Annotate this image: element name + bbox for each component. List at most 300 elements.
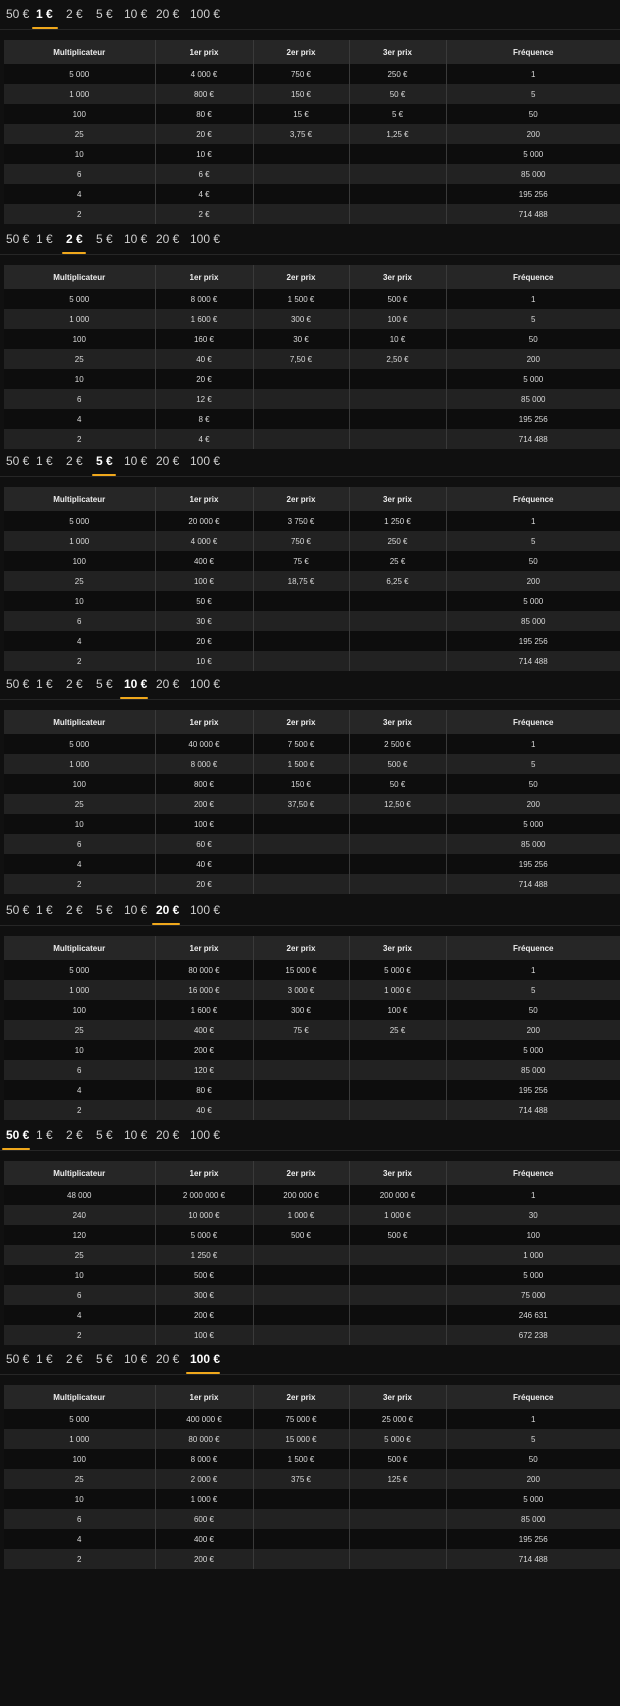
- cell-2er-prix: [253, 1285, 349, 1305]
- tab-label: 1 €: [36, 903, 53, 917]
- tab-10-eur[interactable]: [124, 225, 147, 254]
- cell-3er-prix: [349, 204, 446, 224]
- cell-2er-prix: [253, 1100, 349, 1120]
- tab-50-eur[interactable]: [6, 447, 29, 476]
- tab-20-eur[interactable]: [156, 670, 179, 699]
- cell-1er-prix: 800 €: [155, 774, 253, 794]
- prize-section: [0, 670, 620, 889]
- tab-2-eur[interactable]: [66, 896, 83, 925]
- table-row: [4, 1429, 620, 1449]
- table-row: [4, 1409, 620, 1429]
- cell-frequence: 50: [446, 104, 620, 124]
- table-row: [4, 329, 620, 349]
- cell-2er-prix: [253, 164, 349, 184]
- cell-multiplicateur: 10: [4, 1489, 155, 1509]
- cell-multiplicateur: 5 000: [4, 734, 155, 754]
- cell-1er-prix: 20 €: [155, 631, 253, 651]
- column-header-frequence: Fréquence: [446, 265, 620, 289]
- cell-frequence: 1: [446, 960, 620, 980]
- cell-2er-prix: 1 000 €: [253, 1205, 349, 1225]
- cell-multiplicateur: 6: [4, 834, 155, 854]
- cell-frequence: 5 000: [446, 591, 620, 611]
- tab-100-eur[interactable]: [190, 896, 220, 925]
- cell-multiplicateur: 4: [4, 854, 155, 874]
- cell-2er-prix: 300 €: [253, 309, 349, 329]
- cell-multiplicateur: 2: [4, 651, 155, 671]
- tab-label: 20 €: [156, 232, 180, 246]
- cell-frequence: 5: [446, 1429, 620, 1449]
- cell-3er-prix: 1,25 €: [349, 124, 446, 144]
- cell-2er-prix: 750 €: [253, 64, 349, 84]
- tab-2-eur[interactable]: [66, 670, 83, 699]
- cell-2er-prix: [253, 631, 349, 651]
- table-row: [4, 1245, 620, 1265]
- tab-100-eur[interactable]: [190, 670, 220, 699]
- cell-multiplicateur: 10: [4, 144, 155, 164]
- tab-label: 2 €: [66, 1128, 83, 1142]
- cell-multiplicateur: 5 000: [4, 289, 155, 309]
- tab-50-eur[interactable]: [6, 0, 29, 29]
- tab-50-eur[interactable]: [6, 1345, 29, 1374]
- tab-20-eur[interactable]: [156, 896, 179, 925]
- cell-2er-prix: 1 500 €: [253, 1449, 349, 1469]
- cell-2er-prix: 200 000 €: [253, 1185, 349, 1205]
- table-row: [4, 1040, 620, 1060]
- stake-tabs: [0, 225, 620, 254]
- tab-label: 1 €: [36, 454, 53, 468]
- cell-1er-prix: 1 250 €: [155, 1245, 253, 1265]
- cell-1er-prix: 2 €: [155, 204, 253, 224]
- cell-2er-prix: 150 €: [253, 84, 349, 104]
- table-row: [4, 874, 620, 894]
- cell-multiplicateur: 2: [4, 1100, 155, 1120]
- tab-50-eur[interactable]: [6, 896, 29, 925]
- tab-1-eur[interactable]: [36, 225, 53, 254]
- table-row: [4, 1265, 620, 1285]
- column-header-2er-prix: 2er prix: [253, 487, 349, 511]
- cell-frequence: 195 256: [446, 409, 620, 429]
- cell-frequence: 1: [446, 1185, 620, 1205]
- cell-1er-prix: 30 €: [155, 611, 253, 631]
- cell-2er-prix: [253, 184, 349, 204]
- cell-2er-prix: [253, 144, 349, 164]
- table-row: [4, 1489, 620, 1509]
- cell-frequence: 30: [446, 1205, 620, 1225]
- tab-10-eur[interactable]: [124, 0, 147, 29]
- cell-3er-prix: 500 €: [349, 1449, 446, 1469]
- tab-20-eur[interactable]: [156, 1345, 179, 1374]
- tab-10-eur[interactable]: [124, 447, 147, 476]
- cell-3er-prix: [349, 834, 446, 854]
- table-row: [4, 64, 620, 84]
- table-row: [4, 1325, 620, 1345]
- column-header-3er-prix: 3er prix: [349, 1161, 446, 1185]
- cell-3er-prix: [349, 1549, 446, 1569]
- cell-multiplicateur: 6: [4, 1509, 155, 1529]
- cell-3er-prix: [349, 1325, 446, 1345]
- cell-frequence: 50: [446, 1449, 620, 1469]
- table-row: [4, 834, 620, 854]
- cell-1er-prix: 200 €: [155, 794, 253, 814]
- cell-frequence: 714 488: [446, 651, 620, 671]
- tab-label: 20 €: [156, 454, 180, 468]
- column-header-1er-prix: 1er prix: [155, 1161, 253, 1185]
- tab-1-eur[interactable]: [36, 447, 53, 476]
- table-row: [4, 164, 620, 184]
- tab-10-eur[interactable]: [124, 670, 147, 699]
- table-row: [4, 854, 620, 874]
- cell-frequence: 246 631: [446, 1305, 620, 1325]
- cell-3er-prix: 5 000 €: [349, 1429, 446, 1449]
- cell-3er-prix: 1 000 €: [349, 980, 446, 1000]
- column-header-frequence: Fréquence: [446, 487, 620, 511]
- cell-2er-prix: [253, 1549, 349, 1569]
- column-header-2er-prix: 2er prix: [253, 1385, 349, 1409]
- cell-1er-prix: 40 000 €: [155, 734, 253, 754]
- table-row: [4, 144, 620, 164]
- tab-1-eur[interactable]: [36, 1121, 53, 1150]
- tab-2-eur[interactable]: [66, 0, 83, 29]
- cell-frequence: 200: [446, 794, 620, 814]
- cell-frequence: 5 000: [446, 369, 620, 389]
- table-row: [4, 1205, 620, 1225]
- tab-label: 2 €: [66, 903, 83, 917]
- tab-50-eur[interactable]: [6, 225, 29, 254]
- column-header-1er-prix: 1er prix: [155, 487, 253, 511]
- tab-5-eur[interactable]: [96, 1345, 113, 1374]
- table-row: [4, 124, 620, 144]
- cell-frequence: 195 256: [446, 184, 620, 204]
- column-header-frequence: Fréquence: [446, 1161, 620, 1185]
- table-row: [4, 1020, 620, 1040]
- table-row: [4, 591, 620, 611]
- table-header-row: [4, 1385, 620, 1409]
- table-row: [4, 960, 620, 980]
- cell-1er-prix: 8 000 €: [155, 754, 253, 774]
- cell-1er-prix: 1 600 €: [155, 309, 253, 329]
- cell-multiplicateur: 6: [4, 611, 155, 631]
- cell-multiplicateur: 6: [4, 1060, 155, 1080]
- cell-1er-prix: 80 €: [155, 104, 253, 124]
- tab-5-eur[interactable]: [96, 0, 113, 29]
- tab-100-eur[interactable]: [190, 225, 220, 254]
- cell-1er-prix: 1 600 €: [155, 1000, 253, 1020]
- cell-2er-prix: [253, 1325, 349, 1345]
- tab-10-eur[interactable]: [124, 1121, 147, 1150]
- tab-label: 100 €: [190, 1128, 221, 1142]
- cell-2er-prix: [253, 1529, 349, 1549]
- table-row: [4, 1509, 620, 1529]
- cell-1er-prix: 80 000 €: [155, 960, 253, 980]
- table-row: [4, 1469, 620, 1489]
- table-row: [4, 1000, 620, 1020]
- cell-2er-prix: [253, 1060, 349, 1080]
- cell-1er-prix: 100 €: [155, 814, 253, 834]
- cell-1er-prix: 600 €: [155, 1509, 253, 1529]
- tab-label: 50 €: [6, 232, 30, 246]
- stake-tabs: [0, 670, 620, 699]
- cell-2er-prix: [253, 429, 349, 449]
- cell-2er-prix: [253, 1040, 349, 1060]
- cell-multiplicateur: 25: [4, 1245, 155, 1265]
- cell-3er-prix: 100 €: [349, 309, 446, 329]
- cell-multiplicateur: 4: [4, 1529, 155, 1549]
- cell-3er-prix: 500 €: [349, 1225, 446, 1245]
- tab-label: 100 €: [190, 232, 221, 246]
- tab-label: 1 €: [36, 677, 53, 691]
- tab-label: 100 €: [190, 7, 221, 21]
- stake-tabs: [0, 0, 620, 29]
- tab-5-eur[interactable]: [96, 670, 113, 699]
- table-row: [4, 814, 620, 834]
- cell-1er-prix: 40 €: [155, 854, 253, 874]
- cell-3er-prix: 500 €: [349, 289, 446, 309]
- cell-3er-prix: 125 €: [349, 1469, 446, 1489]
- tab-5-eur[interactable]: [96, 1121, 113, 1150]
- cell-frequence: 195 256: [446, 1080, 620, 1100]
- cell-3er-prix: 200 000 €: [349, 1185, 446, 1205]
- cell-3er-prix: 250 €: [349, 531, 446, 551]
- tab-5-eur[interactable]: [96, 896, 113, 925]
- cell-2er-prix: 75 €: [253, 551, 349, 571]
- cell-2er-prix: 7,50 €: [253, 349, 349, 369]
- cell-multiplicateur: 4: [4, 1305, 155, 1325]
- cell-2er-prix: 3 750 €: [253, 511, 349, 531]
- cell-multiplicateur: 120: [4, 1225, 155, 1245]
- table-row: [4, 651, 620, 671]
- cell-1er-prix: 2 000 000 €: [155, 1185, 253, 1205]
- cell-1er-prix: 200 €: [155, 1040, 253, 1060]
- cell-3er-prix: [349, 409, 446, 429]
- cell-multiplicateur: 100: [4, 1000, 155, 1020]
- cell-multiplicateur: 2: [4, 1325, 155, 1345]
- column-header-frequence: Fréquence: [446, 40, 620, 64]
- cell-multiplicateur: 25: [4, 124, 155, 144]
- tab-2-eur[interactable]: [66, 1121, 83, 1150]
- tab-1-eur[interactable]: [36, 896, 53, 925]
- cell-1er-prix: 8 000 €: [155, 289, 253, 309]
- cell-1er-prix: 2 000 €: [155, 1469, 253, 1489]
- cell-2er-prix: 18,75 €: [253, 571, 349, 591]
- cell-3er-prix: [349, 651, 446, 671]
- cell-frequence: 50: [446, 1000, 620, 1020]
- cell-1er-prix: 5 000 €: [155, 1225, 253, 1245]
- cell-multiplicateur: 5 000: [4, 64, 155, 84]
- tab-label: 50 €: [6, 1352, 30, 1366]
- tab-2-eur[interactable]: [66, 447, 83, 476]
- cell-multiplicateur: 25: [4, 1469, 155, 1489]
- cell-3er-prix: [349, 144, 446, 164]
- tab-5-eur[interactable]: [96, 447, 113, 476]
- column-header-1er-prix: 1er prix: [155, 265, 253, 289]
- cell-frequence: 85 000: [446, 1060, 620, 1080]
- cell-multiplicateur: 5 000: [4, 960, 155, 980]
- tab-1-eur[interactable]: [36, 1345, 53, 1374]
- cell-frequence: 1: [446, 1409, 620, 1429]
- tab-100-eur[interactable]: [190, 447, 220, 476]
- cell-1er-prix: 10 000 €: [155, 1205, 253, 1225]
- cell-3er-prix: 5 000 €: [349, 960, 446, 980]
- tab-label: 100 €: [190, 903, 221, 917]
- table-row: [4, 184, 620, 204]
- tab-100-eur[interactable]: [190, 1121, 220, 1150]
- prize-section: [0, 1121, 620, 1340]
- cell-3er-prix: 2 500 €: [349, 734, 446, 754]
- cell-frequence: 85 000: [446, 164, 620, 184]
- cell-1er-prix: 300 €: [155, 1285, 253, 1305]
- tab-50-eur[interactable]: [6, 1121, 29, 1150]
- cell-frequence: 195 256: [446, 631, 620, 651]
- table-row: [4, 1449, 620, 1469]
- column-header-multiplicateur: Multiplicateur: [4, 1161, 155, 1185]
- cell-multiplicateur: 2: [4, 1549, 155, 1569]
- cell-multiplicateur: 100: [4, 774, 155, 794]
- table-header-row: [4, 40, 620, 64]
- cell-1er-prix: 400 €: [155, 1529, 253, 1549]
- cell-frequence: 5: [446, 754, 620, 774]
- tab-label: 10 €: [124, 454, 148, 468]
- tab-20-eur[interactable]: [156, 225, 179, 254]
- column-header-multiplicateur: Multiplicateur: [4, 710, 155, 734]
- cell-frequence: 5: [446, 84, 620, 104]
- cell-3er-prix: [349, 854, 446, 874]
- table-row: [4, 309, 620, 329]
- cell-frequence: 1: [446, 289, 620, 309]
- tab-20-eur[interactable]: [156, 447, 179, 476]
- tab-100-eur[interactable]: [190, 0, 220, 29]
- tab-10-eur[interactable]: [124, 896, 147, 925]
- table-row: [4, 511, 620, 531]
- prize-table: [4, 1385, 620, 1569]
- cell-2er-prix: [253, 204, 349, 224]
- cell-1er-prix: 10 €: [155, 651, 253, 671]
- table-row: [4, 84, 620, 104]
- prize-section: [0, 896, 620, 1115]
- cell-frequence: 75 000: [446, 1285, 620, 1305]
- prize-section: [0, 0, 620, 219]
- tab-1-eur[interactable]: [36, 670, 53, 699]
- cell-1er-prix: 8 €: [155, 409, 253, 429]
- cell-3er-prix: [349, 164, 446, 184]
- tab-label: 10 €: [124, 677, 148, 691]
- tab-10-eur[interactable]: [124, 1345, 147, 1374]
- stake-tabs: [0, 447, 620, 476]
- cell-3er-prix: [349, 1100, 446, 1120]
- column-header-multiplicateur: Multiplicateur: [4, 265, 155, 289]
- prize-section: [0, 1345, 620, 1564]
- table-row: [4, 1060, 620, 1080]
- tab-label: 1 €: [36, 7, 53, 21]
- cell-3er-prix: [349, 1305, 446, 1325]
- cell-multiplicateur: 25: [4, 349, 155, 369]
- cell-2er-prix: [253, 1245, 349, 1265]
- cell-3er-prix: [349, 1245, 446, 1265]
- table-row: [4, 754, 620, 774]
- tab-label: 5 €: [96, 1352, 113, 1366]
- cell-1er-prix: 100 €: [155, 571, 253, 591]
- tab-label: 5 €: [96, 903, 113, 917]
- tab-2-eur[interactable]: [66, 1345, 83, 1374]
- tab-label: 5 €: [96, 7, 113, 21]
- column-header-2er-prix: 2er prix: [253, 936, 349, 960]
- cell-frequence: 85 000: [446, 834, 620, 854]
- cell-1er-prix: 60 €: [155, 834, 253, 854]
- cell-frequence: 714 488: [446, 874, 620, 894]
- cell-2er-prix: 750 €: [253, 531, 349, 551]
- cell-multiplicateur: 100: [4, 329, 155, 349]
- tab-5-eur[interactable]: [96, 225, 113, 254]
- table-row: [4, 1100, 620, 1120]
- cell-3er-prix: [349, 1080, 446, 1100]
- cell-frequence: 5 000: [446, 814, 620, 834]
- column-header-1er-prix: 1er prix: [155, 40, 253, 64]
- cell-3er-prix: [349, 1529, 446, 1549]
- cell-2er-prix: [253, 611, 349, 631]
- cell-multiplicateur: 100: [4, 1449, 155, 1469]
- tab-label: 50 €: [6, 903, 30, 917]
- divider: [0, 1374, 620, 1375]
- tab-2-eur[interactable]: [66, 225, 83, 254]
- tab-label: 100 €: [190, 677, 221, 691]
- table-row: [4, 794, 620, 814]
- table-header-row: [4, 936, 620, 960]
- cell-2er-prix: 300 €: [253, 1000, 349, 1020]
- table-row: [4, 1529, 620, 1549]
- table-header-row: [4, 487, 620, 511]
- cell-1er-prix: 16 000 €: [155, 980, 253, 1000]
- cell-frequence: 5 000: [446, 1489, 620, 1509]
- column-header-frequence: Fréquence: [446, 1385, 620, 1409]
- cell-frequence: 5: [446, 531, 620, 551]
- tab-20-eur[interactable]: [156, 1121, 179, 1150]
- table-row: [4, 1549, 620, 1569]
- tab-50-eur[interactable]: [6, 670, 29, 699]
- cell-frequence: 714 488: [446, 1100, 620, 1120]
- cell-2er-prix: 375 €: [253, 1469, 349, 1489]
- tab-100-eur[interactable]: [190, 1345, 220, 1374]
- cell-2er-prix: [253, 1265, 349, 1285]
- cell-2er-prix: 500 €: [253, 1225, 349, 1245]
- column-header-multiplicateur: Multiplicateur: [4, 40, 155, 64]
- tab-1-eur[interactable]: [36, 0, 53, 29]
- tab-20-eur[interactable]: [156, 0, 179, 29]
- cell-frequence: 5 000: [446, 144, 620, 164]
- cell-frequence: 200: [446, 124, 620, 144]
- cell-frequence: 714 488: [446, 429, 620, 449]
- column-header-3er-prix: 3er prix: [349, 710, 446, 734]
- cell-frequence: 50: [446, 551, 620, 571]
- cell-3er-prix: 25 €: [349, 551, 446, 571]
- tab-label: 50 €: [6, 7, 30, 21]
- table-row: [4, 1305, 620, 1325]
- cell-2er-prix: [253, 1489, 349, 1509]
- cell-2er-prix: 3 000 €: [253, 980, 349, 1000]
- cell-frequence: 5 000: [446, 1265, 620, 1285]
- tab-label: 2 €: [66, 232, 83, 246]
- table-row: [4, 369, 620, 389]
- cell-2er-prix: 7 500 €: [253, 734, 349, 754]
- cell-multiplicateur: 240: [4, 1205, 155, 1225]
- table-row: [4, 774, 620, 794]
- stake-tabs: [0, 1121, 620, 1150]
- cell-3er-prix: 5 €: [349, 104, 446, 124]
- cell-multiplicateur: 10: [4, 814, 155, 834]
- table-row: [4, 349, 620, 369]
- cell-3er-prix: [349, 591, 446, 611]
- cell-1er-prix: 8 000 €: [155, 1449, 253, 1469]
- cell-2er-prix: [253, 389, 349, 409]
- cell-3er-prix: [349, 1040, 446, 1060]
